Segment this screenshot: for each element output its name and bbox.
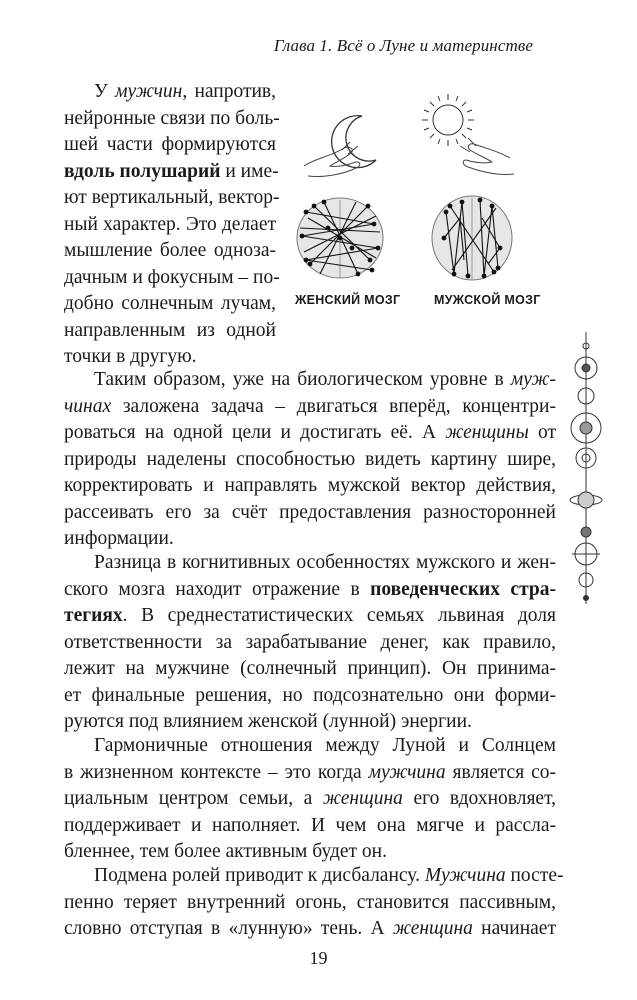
moon-icon — [332, 116, 376, 168]
text-line: вдоль полушарий и име- — [64, 160, 279, 182]
male-brain-caption: МУЖСКОЙ МОЗГ — [434, 293, 541, 307]
sun-icon — [422, 94, 474, 146]
paragraph-4 — [64, 733, 556, 866]
page-number: 19 — [309, 948, 328, 968]
paragraph-3 — [64, 550, 556, 736]
text-line: добно солнечным лучам, — [64, 293, 276, 314]
running-title: Глава 1. Всё о Луне и материнстве — [273, 36, 533, 55]
text-line: Подмена ролей приводит к дисбалансу. Мужчина посте- — [94, 865, 564, 886]
paragraph-5 — [64, 863, 564, 943]
female-brain-caption: ЖЕНСКИЙ МОЗГ — [295, 293, 401, 307]
text-line: направленным из одной — [64, 319, 276, 341]
text-line: словно отступая в «лунную» тень. А женщина начинает — [64, 918, 556, 939]
text-line: мышление более одноза- — [64, 240, 276, 261]
text-line: ный характер. Это делает — [64, 213, 276, 235]
text-line: ского мозга находит отражение в поведенческих стра- — [64, 578, 556, 600]
text-line: циальным центром семьи, а женщина его вдохновляет, — [64, 788, 556, 809]
text-line: в жизненном контексте – это когда мужчина является со- — [64, 761, 556, 783]
text-line: Таким образом, уже на биологическом уровне в муж- — [94, 369, 556, 390]
text-line: роваться на одной цели и достигать её. А женщины от — [64, 422, 556, 443]
brain-illustration — [284, 88, 554, 318]
text-line: руются под влиянием женской (лунной) энергии. — [64, 711, 472, 732]
text-line: нейронные связи по боль- — [64, 107, 280, 129]
text-line: ет финальные решения, но подсознательно они форми- — [64, 684, 556, 706]
text-line: У мужчин, напротив, — [94, 81, 276, 102]
text-line: ответственности за зарабатывание денег, как правило, — [64, 631, 556, 653]
hands-icon — [304, 138, 514, 177]
text-line: Гармоничные отношения между Луной и Солнцем — [94, 735, 556, 756]
text-line: Разница в когнитивных особенностях мужского и жен- — [94, 552, 556, 573]
text-line: дачным и фокусным – по- — [64, 266, 280, 288]
text-line: поддерживает и наполняет. И чем она мягче и расслa- — [64, 814, 556, 836]
text-line: точки в другую. — [64, 346, 197, 367]
text-line: корректировать и направлять мужской вектор действия, — [64, 475, 556, 496]
text-line: шей части формируются — [64, 134, 276, 155]
text-line: тегиях. В среднестатистических семьях львиная доля — [64, 605, 556, 626]
text-line: пенно теряет внутренний огонь, становится пассивным, — [64, 891, 556, 913]
paragraph-1 — [64, 79, 280, 371]
brain-icon — [432, 196, 512, 280]
paragraph-2 — [64, 367, 556, 553]
text-line: чинах заложена задача – двигаться вперёд, концентри- — [64, 395, 556, 417]
text-line: ют вертикальный, вектор- — [64, 187, 280, 208]
planets-ornament-icon — [568, 332, 618, 612]
text-line: природы наделены способностью видеть картину шире, — [64, 448, 556, 470]
brain-icon — [297, 198, 383, 278]
text-line: бленнее, тем более активным будет он. — [64, 841, 387, 862]
text-line: лежит на мужчине (солнечный принцип). Он принима- — [64, 658, 556, 679]
text-line: информации. — [64, 528, 174, 549]
text-line: рассеивать его за счёт предоставления разносторонней — [64, 501, 556, 523]
